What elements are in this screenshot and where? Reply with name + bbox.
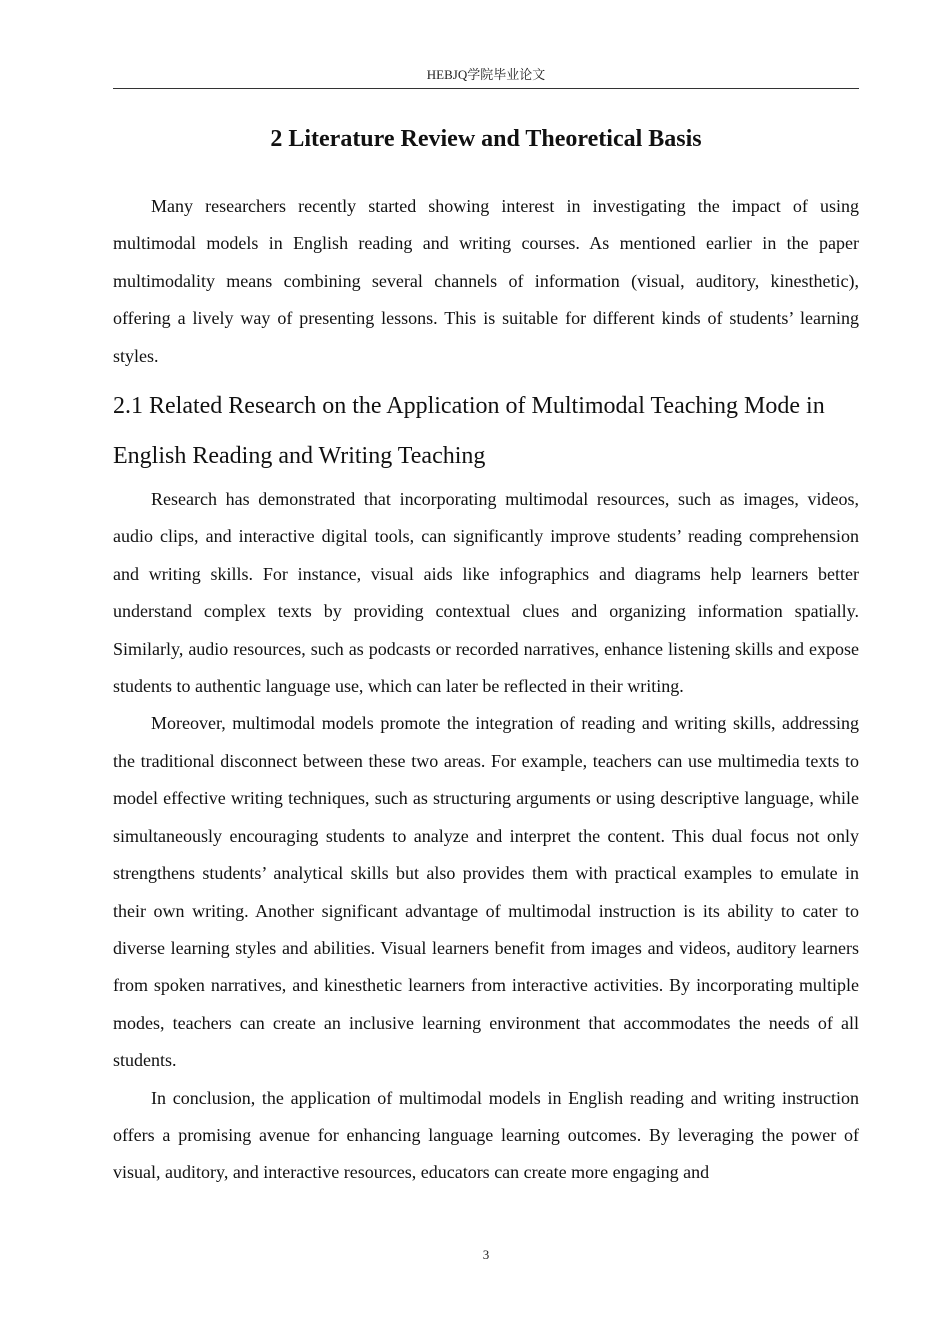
- body-paragraph-1: Research has demonstrated that incorporating multimodal resources, such as images, videos, audio clips, and interactive digital tools, can significantly improve students’ reading comprehension and writing skills. For instance, visual aids like infographics and diagrams help learners better understand complex texts by providing contextual clues and organizing information spatially. Similarly, audio resources, such as podcasts or recorded narratives, enhance listening skills and expose students to authentic language use, which can later be reflected in their writing.: [113, 489, 859, 697]
- running-header: HEBJQ学院毕业论文: [426, 67, 546, 82]
- body-paragraph-3: In conclusion, the application of multimodal models in English reading and writing instruction offers a promising avenue for enhancing language learning outcomes. By leveraging the power of visual, auditory, and interactive resources, educators can create more engaging and: [113, 1087, 859, 1183]
- section-title: 2.1 Related Research on the Application of Multimodal Teaching Mode in English Reading and Writing Teaching: [113, 393, 825, 470]
- page-body: [113, 188, 859, 1192]
- body-paragraph-2: Moreover, multimodal models promote the integration of reading and writing skills, addressing the traditional disconnect between these two areas. For example, teachers can use multimedia texts to model effective writing techniques, such as structuring arguments or using descriptive language, while simultaneously encouraging students to analyze and interpret the content. This dual focus not only strengthens students’ analytical skills but also provides them with practical examples to emulate in their own writing. Another significant advantage of multimodal instruction is its ability to cater to diverse learning styles and abilities. Visual learners benefit from images and videos, auditory learners from spoken narratives, and kinesthetic learners from interactive activities. By incorporating multiple modes, teachers can create an inclusive learning environment that accommodates the needs of all students.: [113, 713, 859, 1071]
- header-divider: [113, 88, 859, 89]
- chapter-title: 2 Literature Review and Theoretical Basis: [270, 126, 702, 152]
- page-number: 3: [482, 1247, 490, 1262]
- chapter-intro-paragraph: Many researchers recently started showing interest in investigating the impact of using multimodal models in English reading and writing courses. As mentioned earlier in the paper multimodality means combining several channels of information (visual, auditory, kinesthetic), offering a lively way of presenting lessons. This is suitable for different kinds of students’ learning styles.: [113, 196, 859, 366]
